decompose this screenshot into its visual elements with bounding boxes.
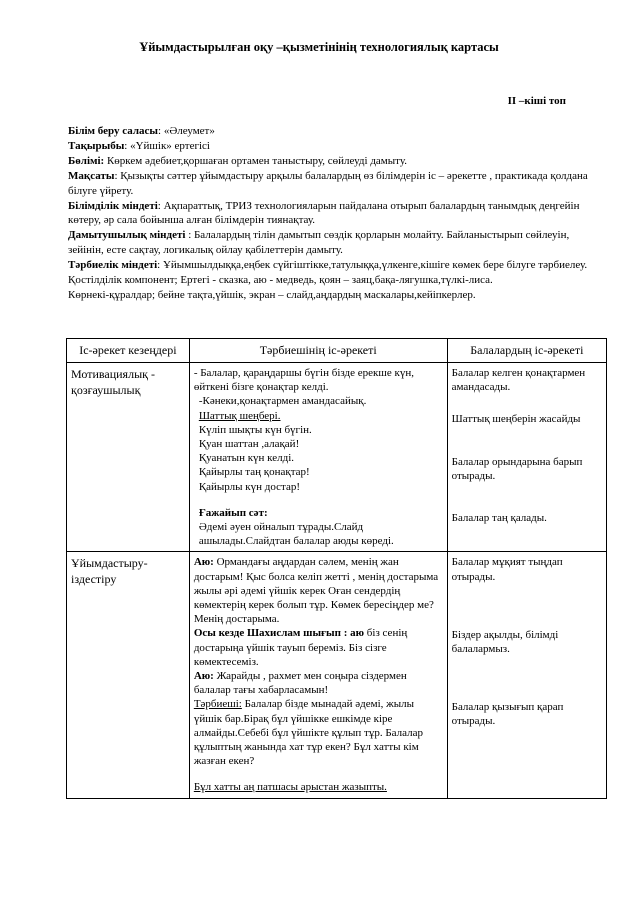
spacer	[452, 394, 602, 412]
intro-label: Білімділік міндеті	[68, 199, 158, 212]
children-text: Балалар келген қонақтармен амандасады.	[451, 367, 586, 394]
intro-text: : Балалардың тілін дамытып сөздік қорларын молайту. Байланыстырып сөйлеуін, зейінін, есте сақтау, логикалық ойлау қабілеттерін дамыту.	[68, 229, 570, 257]
table-header-row	[67, 339, 607, 363]
intro-label: Мақсаты	[68, 169, 115, 182]
stage-cell: Ұйымдастыру-іздестіру	[67, 552, 190, 798]
speaker-label: Аю:	[193, 670, 214, 683]
children-text: Балалар орындарына барып отырады.	[451, 455, 583, 482]
teacher-text: Ормандағы аңдардан сәлем, менің жан достарым! Қыс болса келіп жетті , менің достарыма жылы әрі әдемі үйшік керек Оған сендердің көмектерің керек болып тұр. Көмек бересіңдер ме? Менің достарыма.	[193, 556, 439, 626]
children-text: Шаттық шеңберін жасайды	[451, 413, 581, 426]
intro-text: : Ұйымшылдыққа,еңбек сүйгіштікке,татулыққа,үлкенге,кішіге көмек бере білуге тәрбиелеу.	[157, 259, 588, 272]
intro-line	[68, 258, 588, 273]
intro-line	[68, 288, 588, 303]
intro-line	[68, 139, 588, 154]
group-label: ІІ –кіші топ	[507, 95, 566, 107]
teacher-cell	[189, 552, 447, 798]
intro-text: : Ақпараттық, ТРИЗ технологияларын пайдалана отырып балалардың танымдық деңгейін көтеру, әр сала бойынша алған білімдерін тиянақтау.	[68, 199, 580, 227]
spacer	[452, 483, 602, 511]
technology-map-table	[66, 338, 607, 799]
intro-line	[68, 154, 588, 169]
teacher-text: Күліп шықты күн бүгін.	[198, 423, 312, 436]
intro-line	[68, 124, 588, 139]
teacher-text: Бұл хатты аң патшасы арыстан жазыпты.	[193, 781, 387, 794]
teacher-text	[194, 697, 443, 768]
children-text: Балалар қызығып қарап отырады.	[451, 701, 564, 728]
document-title: Ұйымдастырылған оқу –қызметінінің технологиялық картасы	[139, 40, 499, 54]
teacher-text: Шаттық шеңбері.	[198, 409, 281, 422]
intro-label: Дамытушылық міндеті	[68, 229, 186, 242]
teacher-text: Қайырлы күн достар!	[198, 480, 301, 493]
teacher-text: -Кәнеки,қонақтармен амандасайық.	[198, 395, 367, 408]
intro-text: : Қызықты сәттер ұйымдастыру арқылы балалардың өз білімдерін іс – әрекетте , практикада қолдана білуге үйрету.	[68, 169, 588, 197]
children-cell	[447, 552, 606, 798]
teacher-text: Ғажайып сәт:	[198, 506, 268, 519]
intro-section	[68, 124, 588, 303]
children-text: Біздер ақылды, білімді балалармыз.	[451, 628, 559, 656]
teacher-text	[194, 555, 443, 626]
teacher-text: Қайырлы таң қонақтар!	[198, 466, 310, 479]
children-cell	[447, 363, 606, 552]
intro-label: Білім беру саласы	[68, 125, 159, 137]
spacer	[452, 584, 602, 628]
children-text: Балалар таң қалады.	[451, 512, 547, 525]
intro-text: Қостілділік компонент; Ертегі - сказка, аю - медведь, қоян – заяц,бақа-лягушка,түлкі-лиса.	[68, 274, 493, 287]
teacher-text: Балалар бізде мынадай әдемі, жылы үйшік бар.Бірақ бұл үйшікке ешкімде кіре алмайды.Себебі бұл үйшікте құлып тұр. Балалар құлыптың жанында хат тұр екен? Бұл хатты кім жазған екен?	[193, 698, 423, 768]
teacher-text: - Балалар, қараңдаршы бүгін бізде ерекше күн, өйткені бізге қонақтар келді.	[193, 367, 414, 394]
header-teacher: Тәрбиешінің іс-әрекеті	[189, 339, 447, 363]
teacher-text: Әдемі әуен ойналып тұрады.Слайд ашылады.Слайдтан балалар аюды көреді.	[198, 521, 394, 548]
teacher-text	[194, 669, 443, 697]
spacer	[194, 768, 443, 780]
teacher-text: Қуан шаттан ,алақай!	[198, 438, 300, 451]
intro-text: Көркем әдебиет,қоршаған ортамен таныстыру, сөйлеуді дамыту.	[104, 154, 407, 167]
table-row	[67, 552, 607, 798]
spacer	[452, 656, 602, 700]
teacher-text: Қуанатын күн келді.	[198, 452, 295, 465]
intro-line	[68, 228, 588, 258]
intro-text: : «Әлеумет»	[158, 125, 215, 137]
header-children: Балалардың іс-әрекеті	[447, 339, 606, 363]
intro-label: Тақырыбы	[68, 139, 125, 152]
intro-label: Бөлімі:	[68, 154, 105, 167]
spacer	[194, 494, 443, 506]
header-stage: Іс-әрекет кезеңдері	[67, 339, 190, 363]
speaker-label: Аю:	[193, 556, 214, 569]
intro-label: Тәрбиелік міндеті	[68, 259, 158, 272]
table-row	[67, 363, 607, 552]
intro-text: : «Үйшік» ертегісі	[124, 139, 210, 152]
speaker-label: Тәрбиеші:	[193, 698, 242, 711]
spacer	[452, 427, 602, 455]
teacher-text: Жарайды , рахмет мен соңыра сіздермен балалар тағы хабарласамын!	[193, 670, 407, 697]
teacher-cell	[189, 363, 447, 552]
teacher-text: біз сенің достарыңа үйшік тауып береміз. Біз сізге көмектесеміз.	[193, 627, 408, 668]
intro-line	[68, 199, 588, 229]
speaker-label: Осы кезде Шахислам шығып : аю	[193, 627, 365, 640]
intro-line	[68, 169, 588, 199]
stage-cell: Мотивациялық - қозғаушылық	[67, 363, 190, 552]
intro-text: Көрнекі-құралдар; бейне тақта,үйшік, экран – слайд,аңдардың маскалары,кейіпкерлер.	[68, 288, 476, 301]
intro-line	[68, 273, 588, 288]
teacher-text	[194, 626, 443, 669]
children-text: Балалар мұқият тыңдап отырады.	[451, 556, 563, 583]
